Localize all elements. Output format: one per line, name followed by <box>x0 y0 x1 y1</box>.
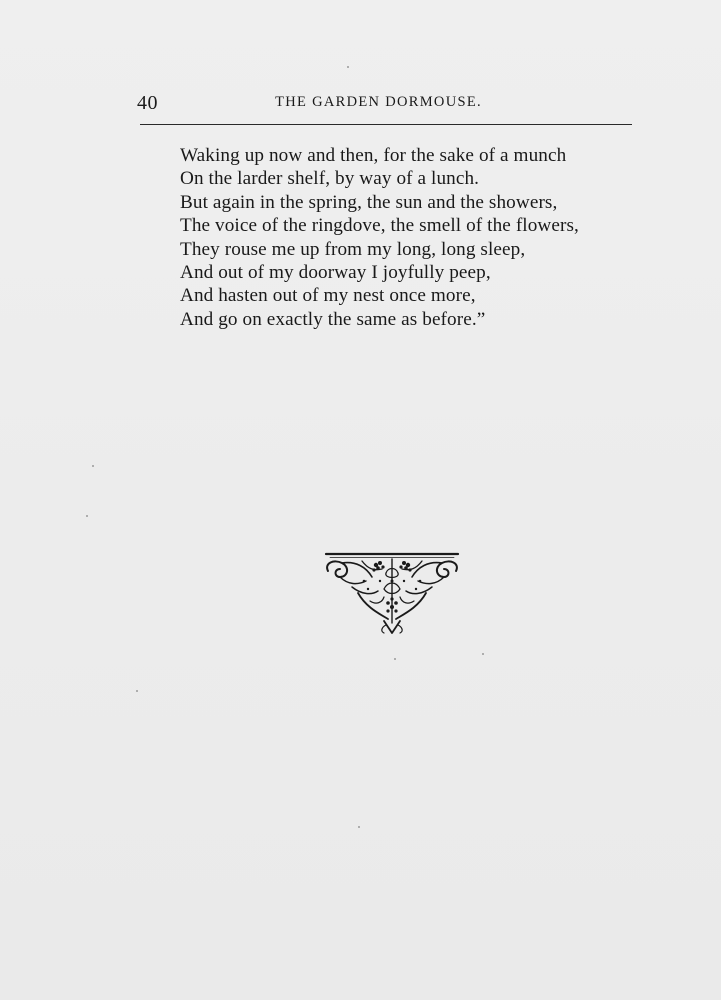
poem-line: And go on exactly the same as before.” <box>180 308 486 330</box>
paper-speck <box>394 658 396 660</box>
paper-speck <box>86 515 88 517</box>
tailpiece-fleuron-icon <box>322 551 462 635</box>
poem-stanza <box>180 144 579 331</box>
page-number: 40 <box>137 92 158 114</box>
poem-line: But again in the spring, the sun and the showers, <box>180 191 558 213</box>
paper-speck <box>482 653 484 655</box>
poem-line: On the larder shelf, by way of a lunch. <box>180 168 480 190</box>
paper-speck <box>92 465 94 467</box>
poem-line: And hasten out of my nest once more, <box>180 285 476 307</box>
paper-speck <box>358 826 360 828</box>
poem-line: The voice of the ringdove, the smell of the flowers, <box>180 215 579 237</box>
poem-line: Waking up now and then, for the sake of a munch <box>180 145 567 166</box>
poem-line: They rouse me up from my long, long sleep, <box>180 238 526 260</box>
paper-speck <box>347 66 349 68</box>
poem-line: And out of my doorway I joyfully peep, <box>180 262 491 284</box>
header-rule <box>140 124 632 125</box>
running-title: THE GARDEN DORMOUSE. <box>275 94 482 110</box>
paper-speck <box>136 690 138 692</box>
